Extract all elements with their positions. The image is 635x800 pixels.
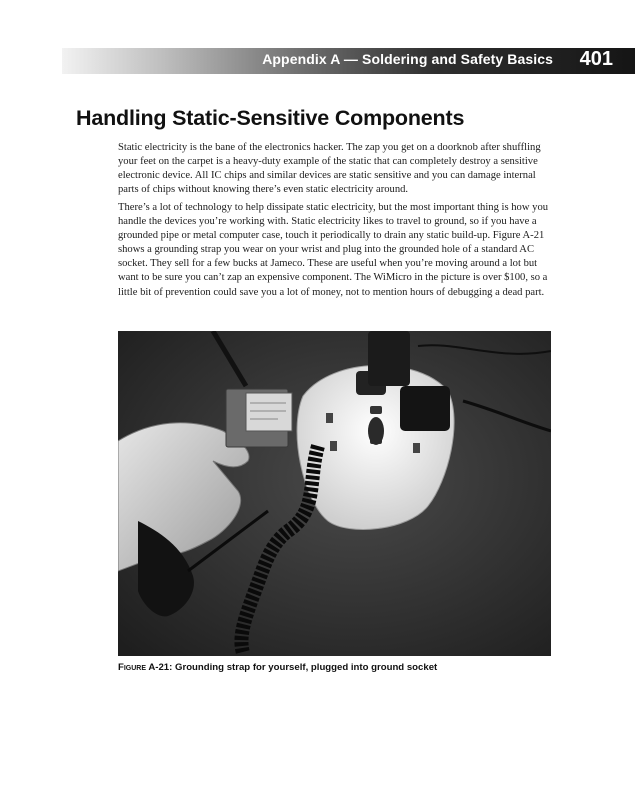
page-number: 401 [579, 48, 613, 70]
figure-caption [118, 662, 437, 673]
figure-caption-text: Grounding strap for yourself, plugged into ground socket [175, 662, 438, 673]
adapter-side [400, 386, 450, 431]
grounding-strap-illustration [118, 331, 551, 656]
section-heading: Handling Static-Sensitive Components [76, 106, 465, 130]
body-paragraph-2: There’s a lot of technology to help dissipate static electricity, but the most important thing is how you handle the devices you’re working with. Static electricity likes to travel to ground, so if you have a grounded pipe or metal computer case, touch it periodically to drain any static build-up. Figure A-21 shows a grounding strap you wear on your wrist and plug into the grounded hole of a standard AC socket. They sell for a few bucks at Jameco. These are useful when you’re moving around a lot but want to be sure you can’t zap an expensive component. The WiMicro in the picture is over $100, so a little bit of prevention could save you a lot of money, not to mention hours of debugging a dead part. [118, 202, 549, 298]
running-header-title: Appendix A — Soldering and Safety Basics [262, 51, 553, 67]
running-header [62, 48, 635, 74]
figure-photo [118, 331, 551, 656]
wimicro-board [226, 389, 292, 447]
figure-label: Figure A-21: [118, 662, 173, 673]
body-paragraph-1: Static electricity is the bane of the electronics hacker. The zap you get on a doorknob after shuffling your feet on the carpet is a heavy-duty example of the static that can completely destroy a sensitive electronic device. All IC chips and similar devices are static sensitive and you can damage internal parts of chips without knowing there’s even static electricity around. [118, 142, 541, 196]
adapter-top [368, 331, 410, 386]
